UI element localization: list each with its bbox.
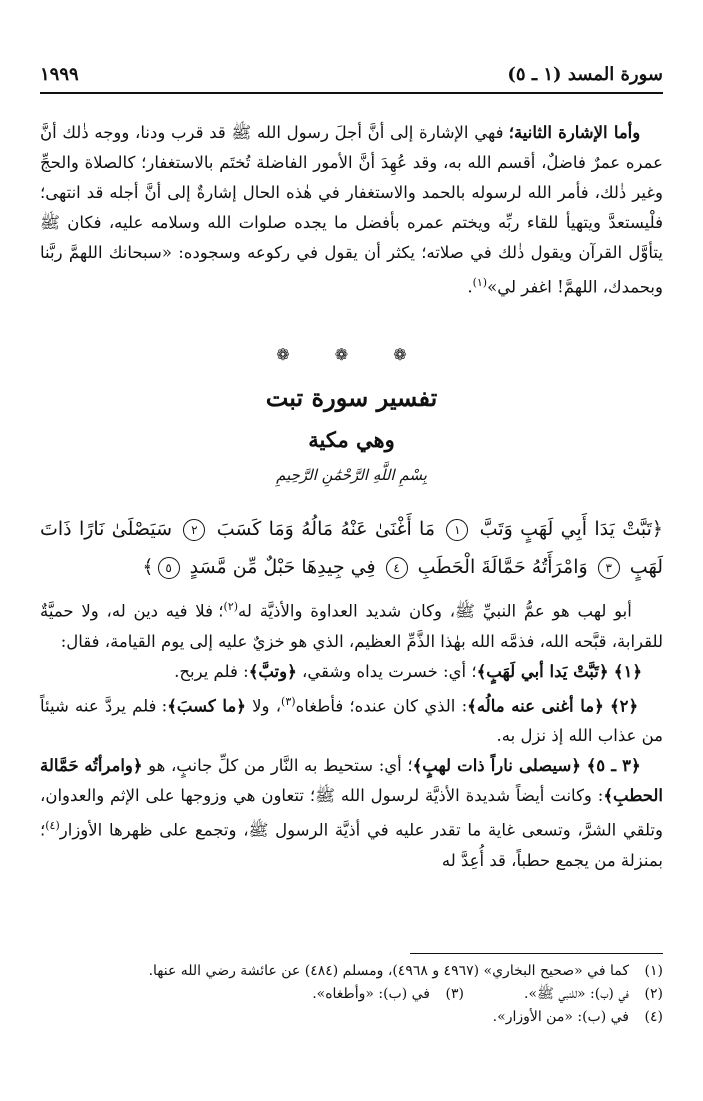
para1-text-a: أبو لهب هو عمُّ النبيِّ ﷺ، وكان شديد العداوة والأذيَّة له	[238, 601, 632, 621]
footnote-row-2-3	[40, 983, 663, 1006]
tafsir-verse-3-5	[40, 751, 663, 876]
tafsir1-text-a: ؛ أي: خسرت يداه وشقي،	[296, 661, 477, 681]
footnote-ref-1: (١)	[472, 276, 488, 289]
quran-close-bracket: ﴾	[142, 556, 154, 578]
tafsir2-quote: ﴿ما أغنى عنه مالُه﴾	[467, 696, 604, 715]
quran-open-bracket: ﴿	[651, 518, 664, 540]
intro-end: .	[467, 277, 473, 297]
tafsir3-text-c: ؛ بمنزلة من يجمع حطباً، قد أُعِدَّ له	[40, 820, 663, 870]
footnote-ref-2: (٢)	[223, 600, 239, 613]
verse-5: فِي جِيدِهَا حَبْلٌ مِّن مَّسَدٍ	[189, 556, 376, 578]
verse-4: وَامْرَأَتُهُ حَمَّالَةَ الْحَطَبِ	[417, 556, 588, 578]
verse-number-3: ٣	[598, 557, 620, 579]
quran-text	[40, 510, 663, 586]
footnote-4-text: في (ب): «من الأوزار».	[492, 1009, 629, 1025]
para1-text-b: ؛ فلا فيه دين له، ولا حميَّةٌ للقرابة، قبَّحه الله، فذمَّه الله بهٰذا الذَّمِّ العظيم، الذي هو خزيٌ عليه إلى يوم القيامة، فقال:	[40, 601, 663, 651]
tafsir2-number: ﴿٢﴾	[610, 696, 639, 715]
verse-number-2: ٢	[183, 519, 205, 541]
tafsir2-text-c: : فلم يردَّ عنه شيئاً من عذاب الله إذ نزل به.	[40, 696, 663, 745]
tafsir2-text-b: ، ولا	[245, 696, 282, 715]
running-title: سورة المسد (١ ـ ٥)	[507, 63, 663, 85]
header-rule	[40, 92, 663, 94]
footnote-1-text: كما في «صحيح البخاري» (٤٩٦٧ و ٤٩٦٨)، ومسلم (٤٨٤) عن عائشة رضي الله عنها.	[148, 963, 629, 979]
tafsir3-text-a: ؛ أي: ستحيط به النَّار من كلِّ جانبٍ، هو	[142, 756, 413, 775]
surah-title: تفسير سورة تبت	[265, 383, 438, 412]
footnote-ref-3: (٣)	[281, 694, 296, 708]
footnote-2	[524, 983, 663, 1006]
footnote-2-number: (٢)	[644, 986, 663, 1002]
basmala: بِسْمِ اللَّهِ الرَّحْمَٰنِ الرَّحِيمِ	[276, 466, 427, 484]
verse-number-1: ١	[446, 519, 468, 541]
intro-body: فهي الإشارة إلى أنَّ أجلَ رسول الله ﷺ قد قرب ودنا، ووجه ذٰلك أنَّ عمره عمرٌ فاضلٌ، أقسم الله به، وقد عُهِدَ أنَّ الأمور الفاضلة تُختَم بالاستغفار؛ كالصلاة والحجِّ وغير ذٰلك، فأمر الله لرسوله بالحمد والاستغفار في هٰذه الحال إشارةٌ إلى أنَّ أجله قد انتهى؛ فلْيستعدَّ ويتهيأ للقاء ربِّه ويختم عمره بأفضل ما يجده صلوات الله وسلامه عليه، فكان ﷺ يتأوَّل القرآن ويقول ذٰلك في صلاته؛ يكثر أن يقول في ركوعه وسجوده: «سبحانك اللهمَّ ربَّنا وبحمدك، اللهمَّ! اغفر لي»	[40, 123, 663, 297]
verse-2: مَا أَغْنَىٰ عَنْهُ مَالُهُ وَمَا كَسَبَ	[216, 518, 436, 540]
verse-number-5: ٥	[158, 557, 180, 579]
verse-1: تَبَّتْ يَدَا أَبِي لَهَبٍ وَتَبَّ	[479, 518, 652, 540]
tafsir3-quote-2: ﴿وامرأتُه حَمَّالة الحطبِ﴾	[40, 756, 663, 805]
footnote-3-number: (٣)	[445, 986, 464, 1002]
tafsir2-text-a: : الذي كان عنده؛ فأطغاه	[295, 696, 468, 715]
tafsir1-quote: ﴿تَبَّتْ يَدا أبي لَهَبٍ﴾	[476, 661, 609, 681]
tafsir1-number: ﴿١﴾	[613, 661, 643, 681]
footnote-3	[312, 983, 464, 1006]
verse-number-4: ٤	[386, 557, 408, 579]
footnote-3-text: في (ب): «وأطغاه».	[312, 986, 430, 1002]
intro-lead: وأما الإشارة الثانية؛	[508, 123, 641, 142]
footnote-rule	[410, 953, 663, 954]
tafsir-verse-1	[40, 657, 663, 687]
tafsir3-text-b: : وكانت أيضاً شديدة الأذيَّة لرسول الله ﷺ؛ تتعاون هي وزوجها على الإثم والعدوان، وتلقي الشرَّ، وتسعى غاية ما تقدر عليه في أذيَّة الرسول ﷺ، وتجمع على ظهرها الأوزار	[40, 786, 663, 840]
tafsir3-number: ﴿٣ ـ ٥﴾	[586, 756, 641, 775]
footnote-ref-4: (٤)	[45, 819, 60, 832]
verse-3: سَيَصْلَىٰ نَارًا ذَاتَ لَهَبٍ	[40, 518, 663, 578]
tafsir1-text-b: : فلم يربح.	[174, 661, 249, 681]
paragraph-abu-lahab	[40, 592, 663, 657]
footnote-1	[40, 960, 663, 983]
footnote-4	[40, 1006, 663, 1029]
footnote-4-number: (٤)	[644, 1009, 663, 1025]
page-number: ١٩٩٩	[40, 63, 79, 85]
tafsir-verse-2	[40, 687, 663, 752]
tafsir1-quote-2: ﴿وتبَّ﴾	[248, 661, 297, 681]
footnote-1-number: (١)	[644, 963, 663, 979]
tafsir2-quote-2: ﴿ما كسبَ﴾	[167, 696, 246, 715]
footnote-2-text: في (ب): «للنبي ﷺ».	[524, 986, 629, 1002]
tafsir-body	[40, 592, 663, 876]
section-divider: ❁ ❁ ❁	[276, 345, 427, 364]
surah-subtitle: وهي مكية	[308, 427, 395, 452]
tafsir3-quote: ﴿سيصلى ناراً ذات لهبٍ﴾	[412, 756, 581, 775]
intro-paragraph	[40, 118, 663, 303]
page-header	[40, 60, 663, 88]
footnotes	[40, 960, 663, 1029]
